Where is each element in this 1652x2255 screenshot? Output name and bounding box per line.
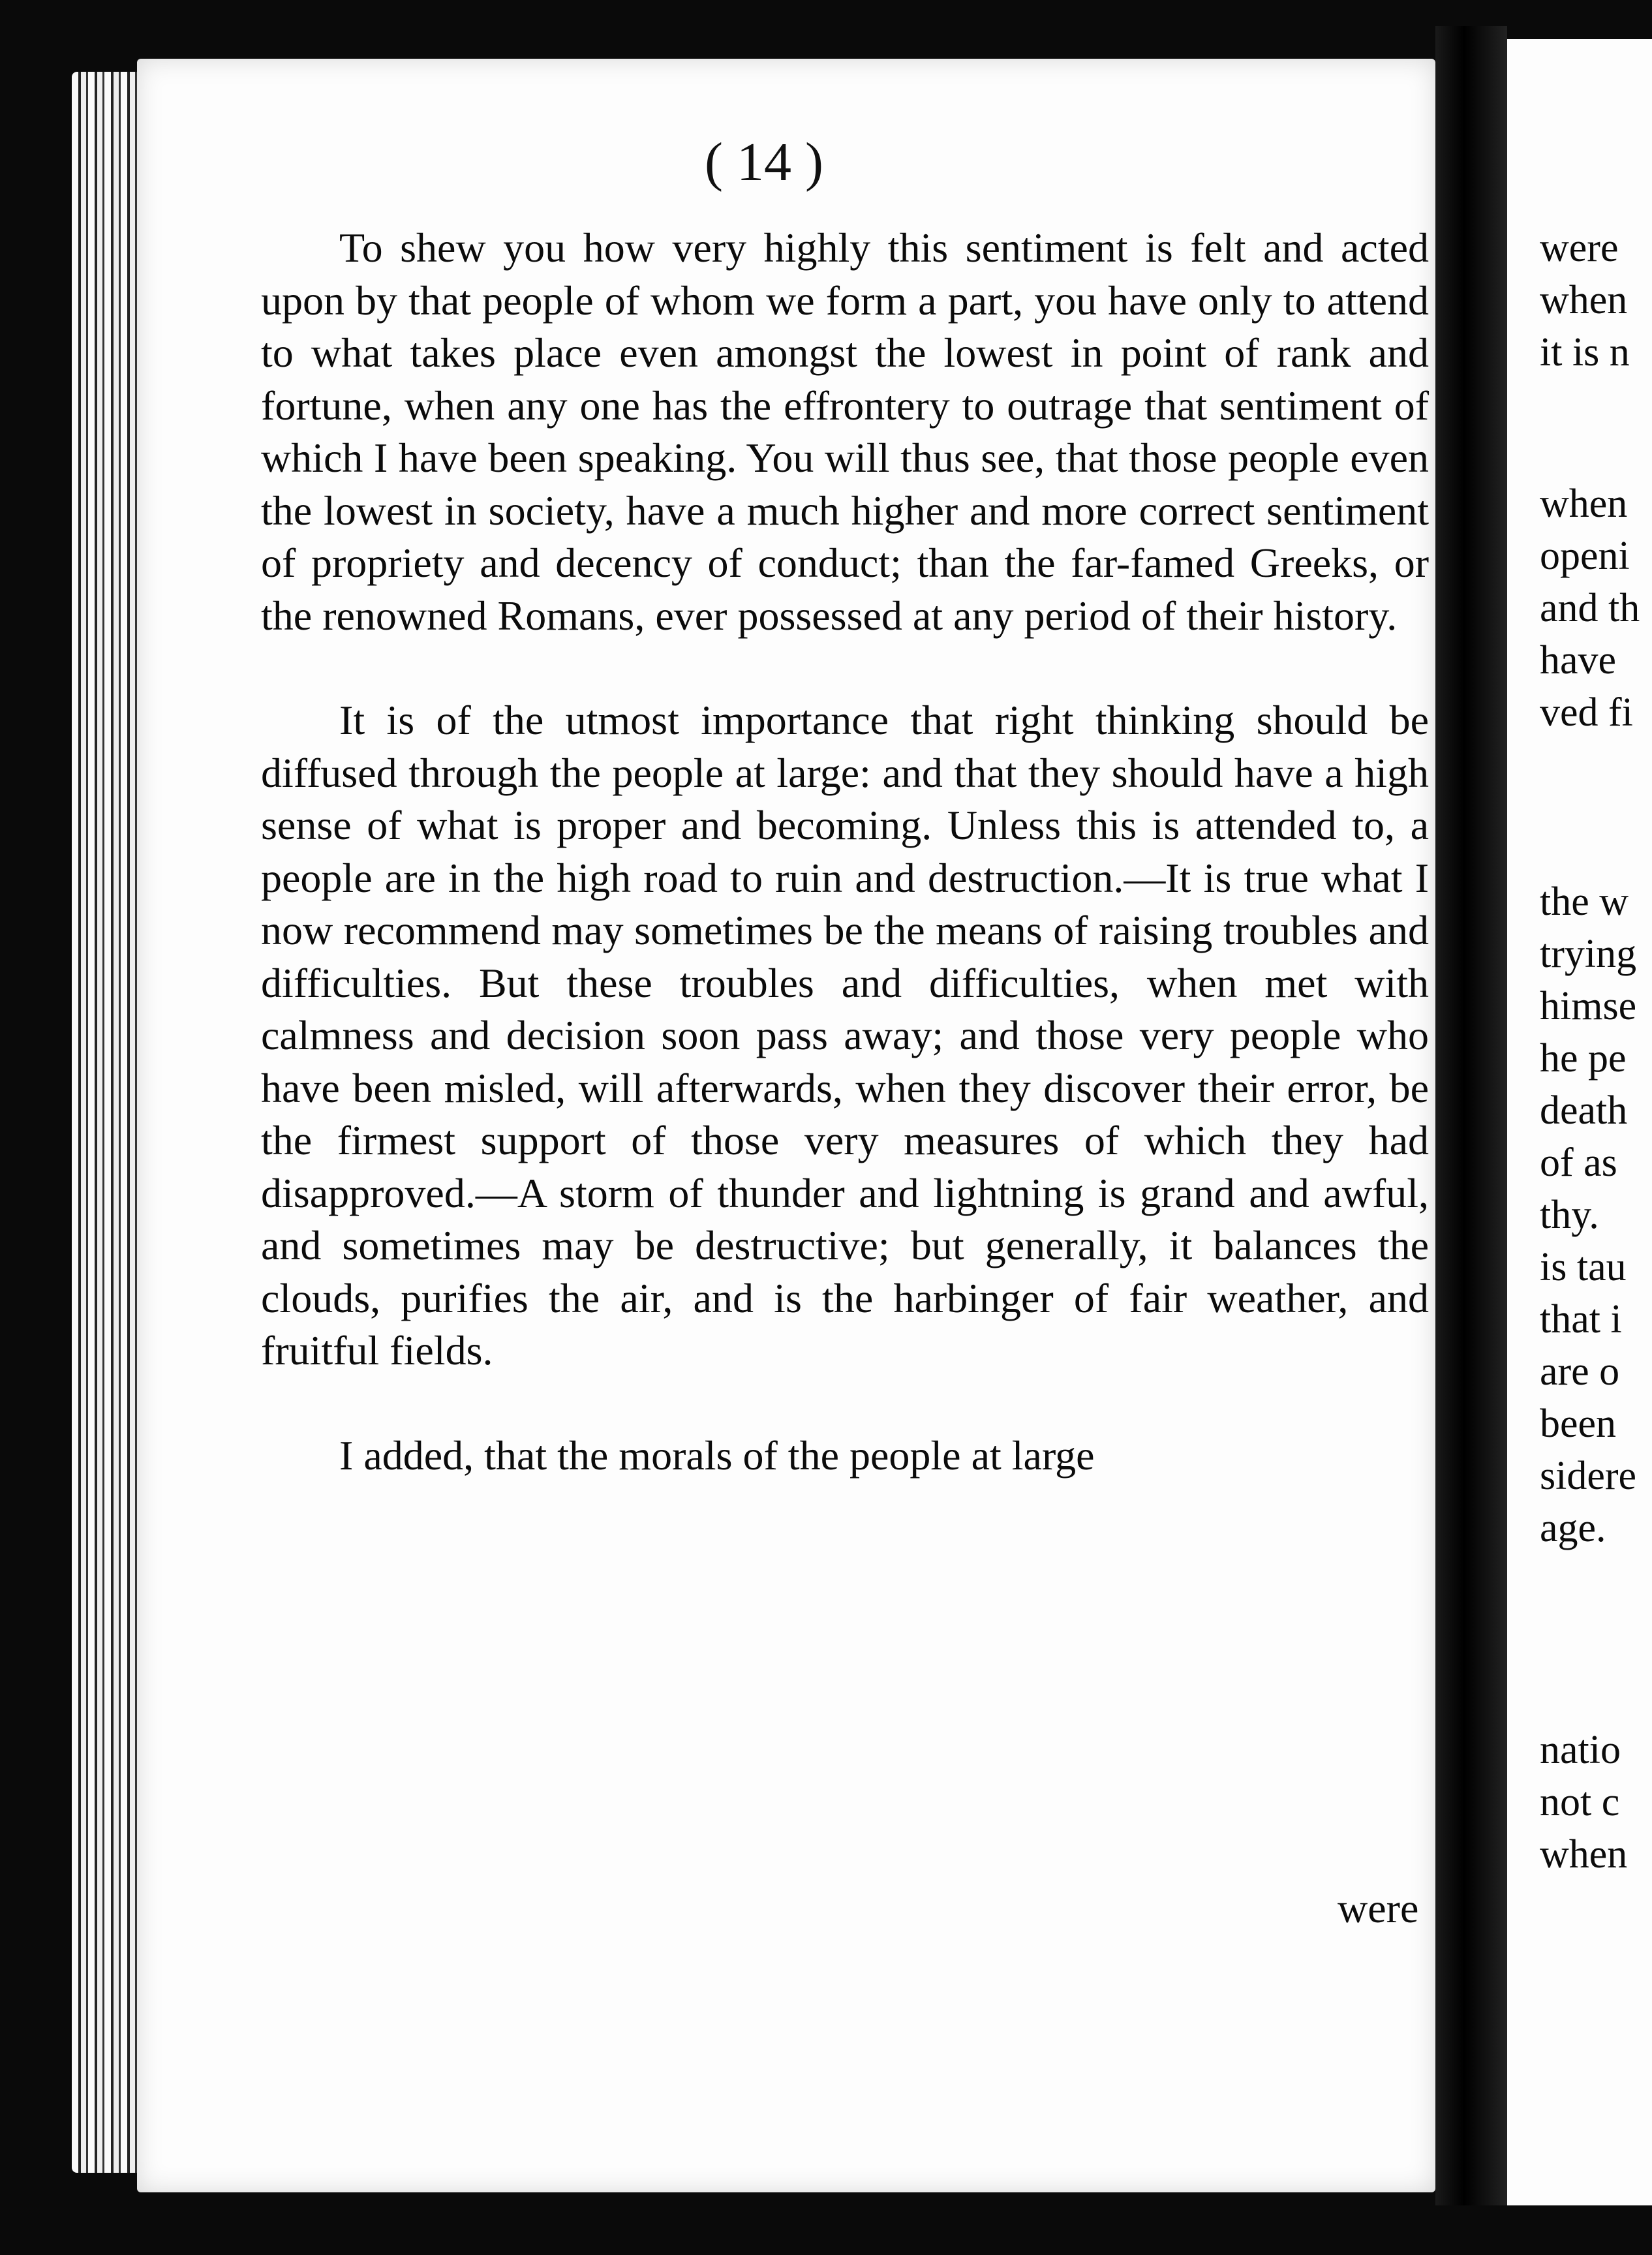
paragraph-1: To shew you how very highly this sentiment is felt and acted upon by that people of whom we form a part, you have only to attend to what takes place even amongst the lowest in point of rank and fortune, when any one has the effrontery to outrage that sentiment of which I have been speaking. You will thus see, that those people even the lowest in society, have a much higher and more correct sentiment of propriety and decency of conduct; than the far-famed Greeks, or the renowned Romans, ever possessed at any period of their history. — [261, 224, 1429, 639]
facing-line: age. — [1540, 1506, 1606, 1550]
facing-line: of as — [1540, 1141, 1617, 1185]
facing-line: ved fi — [1540, 690, 1633, 735]
book-gutter — [1435, 26, 1507, 2205]
facing-line: sidere — [1540, 1454, 1637, 1498]
page-number: ( 14 ) — [705, 132, 823, 192]
facing-block-3 — [1540, 876, 1636, 1554]
facing-line: were — [1540, 226, 1619, 270]
catchword: were — [1338, 1885, 1419, 1931]
facing-line: been — [1540, 1402, 1617, 1446]
facing-line: himse — [1540, 984, 1637, 1028]
facing-line: is tau — [1540, 1245, 1627, 1289]
facing-block-4 — [1540, 1724, 1627, 1880]
facing-line: are o — [1540, 1349, 1620, 1394]
facing-line: openi — [1540, 534, 1630, 578]
page-body — [261, 222, 1429, 1534]
facing-line: not c — [1540, 1780, 1620, 1824]
facing-line: when — [1540, 1832, 1628, 1877]
facing-block-2 — [1540, 478, 1640, 739]
facing-line: that i — [1540, 1297, 1622, 1342]
facing-line: have — [1540, 638, 1617, 683]
facing-line: the w — [1540, 880, 1629, 924]
facing-line: he pe — [1540, 1036, 1627, 1081]
facing-line: it is n — [1540, 330, 1630, 375]
paragraph-2: It is of the utmost importance that right thinking should be diffused through the people at large: and that they should have a high sense of what is proper and becoming. Unless this is attended to, a people are in the high road to ruin and destruction.—It is true what I now recommend may sometimes be the means of raising troubles and difficulties. But these troubles and difficulties, when met with calmness and decision soon pass away; and those very people who have been misled, will afterwards, when they discover their error, be the firmest support of those very measures of which they had disapproved.—A storm of thunder and lightning is grand and awful, and sometimes may be destructive; but generally, it balances the clouds, purifies the air, and is the harbinger of fair weather, and fruitful fields. — [261, 697, 1429, 1373]
facing-line: thy. — [1540, 1193, 1599, 1237]
facing-line: death — [1540, 1088, 1628, 1133]
facing-line: natio — [1540, 1728, 1621, 1772]
paragraph-3: I added, that the morals of the people at large — [339, 1432, 1095, 1479]
facing-line: trying — [1540, 932, 1637, 976]
facing-line: when — [1540, 482, 1628, 526]
facing-line: and th — [1540, 586, 1640, 630]
facing-page-fragment — [1507, 39, 1652, 2205]
facing-line: when — [1540, 278, 1628, 322]
facing-block-1 — [1540, 222, 1630, 378]
